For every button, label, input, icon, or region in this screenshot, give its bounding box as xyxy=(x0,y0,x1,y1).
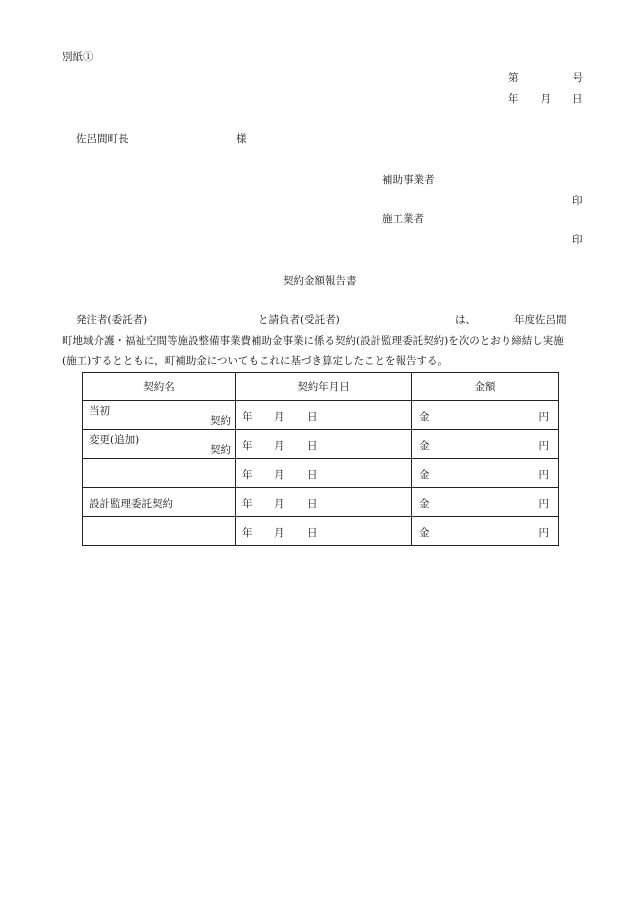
date-tsuki: 月 xyxy=(540,93,551,105)
date-month-unit: 月 xyxy=(274,527,285,539)
header-amount: 金額 xyxy=(412,373,559,401)
table-row xyxy=(83,459,559,488)
seal-mark-2: 印 xyxy=(572,234,583,246)
header-contract-date: 契約年月日 xyxy=(236,373,412,401)
amount-prefix: 金 xyxy=(419,440,430,452)
document-date xyxy=(508,93,583,106)
amount-unit: 円 xyxy=(538,440,549,452)
table-row xyxy=(83,430,559,459)
contract-name-cell[interactable] xyxy=(83,459,236,488)
amount-cell[interactable] xyxy=(412,488,559,517)
seal-mark-1: 印 xyxy=(572,195,583,207)
document-title: 契約金額報告書 xyxy=(283,275,357,287)
table-row xyxy=(83,401,559,430)
date-month-unit: 月 xyxy=(274,411,285,423)
date-month-unit: 月 xyxy=(274,469,285,481)
amount-prefix: 金 xyxy=(419,469,430,481)
amount-unit: 円 xyxy=(538,469,549,481)
date-year-unit: 年 xyxy=(242,411,253,423)
contract-table xyxy=(82,372,559,546)
contract-name: 設計監理委託契約 xyxy=(89,498,173,510)
body-wa: は、 xyxy=(455,314,476,326)
body-orderer: 発注者(委託者) xyxy=(76,314,148,326)
date-year-unit: 年 xyxy=(242,498,253,510)
amount-cell[interactable] xyxy=(412,401,559,430)
body-fiscal-year: 年度佐呂間 xyxy=(514,314,567,326)
contractor-label: 施工業者 xyxy=(382,213,424,225)
addressee-honorific: 様 xyxy=(236,133,247,145)
addressee-name: 佐呂間町長 xyxy=(76,133,129,145)
contract-name-cell[interactable] xyxy=(83,430,236,459)
date-year-unit: 年 xyxy=(242,440,253,452)
contract-date-cell[interactable] xyxy=(236,459,412,488)
contract-name-bottom: 契約 xyxy=(210,444,231,456)
contract-name-bottom: 契約 xyxy=(210,415,231,427)
body-contractor: と請負者(受託者) xyxy=(258,314,340,326)
amount-prefix: 金 xyxy=(419,411,430,423)
table-row xyxy=(83,488,559,517)
date-month-unit: 月 xyxy=(274,498,285,510)
doc-no-dai: 第 xyxy=(508,72,519,84)
subsidy-recipient-label: 補助事業者 xyxy=(382,174,435,186)
contract-name-top: 変更(追加) xyxy=(89,434,140,446)
amount-unit: 円 xyxy=(538,498,549,510)
contract-date-cell[interactable] xyxy=(236,488,412,517)
date-day-unit: 日 xyxy=(307,440,318,452)
contract-date-cell[interactable] xyxy=(236,430,412,459)
date-nen: 年 xyxy=(508,93,519,105)
amount-unit: 円 xyxy=(538,527,549,539)
contract-name-cell[interactable] xyxy=(83,401,236,430)
date-day-unit: 日 xyxy=(307,527,318,539)
date-year-unit: 年 xyxy=(242,527,253,539)
document-number xyxy=(508,72,583,85)
amount-prefix: 金 xyxy=(419,498,430,510)
body-line-3: (施工)するとともに，町補助金についてもこれに基づき算定したことを報告する。 xyxy=(62,355,448,367)
amount-cell[interactable] xyxy=(412,459,559,488)
amount-cell[interactable] xyxy=(412,517,559,546)
table-header-row xyxy=(83,373,559,401)
amount-prefix: 金 xyxy=(419,527,430,539)
contract-name-cell[interactable] xyxy=(83,488,236,517)
table-row xyxy=(83,517,559,546)
doc-no-go: 号 xyxy=(572,72,583,84)
contract-name-top: 当初 xyxy=(89,405,110,417)
header-contract-name: 契約名 xyxy=(83,373,236,401)
date-day-unit: 日 xyxy=(307,469,318,481)
date-hi: 日 xyxy=(572,93,583,105)
contract-date-cell[interactable] xyxy=(236,401,412,430)
contract-name-cell[interactable] xyxy=(83,517,236,546)
amount-unit: 円 xyxy=(538,411,549,423)
date-month-unit: 月 xyxy=(274,440,285,452)
body-line-2: 町地域介護・福祉空間等施設整備事業費補助金事業に係る契約(設計監理委託契約)を次のとおり締結し実施 xyxy=(62,335,564,347)
contract-date-cell[interactable] xyxy=(236,517,412,546)
date-year-unit: 年 xyxy=(242,469,253,481)
attachment-label: 別紙① xyxy=(62,51,94,63)
amount-cell[interactable] xyxy=(412,430,559,459)
date-day-unit: 日 xyxy=(307,411,318,423)
date-day-unit: 日 xyxy=(307,498,318,510)
